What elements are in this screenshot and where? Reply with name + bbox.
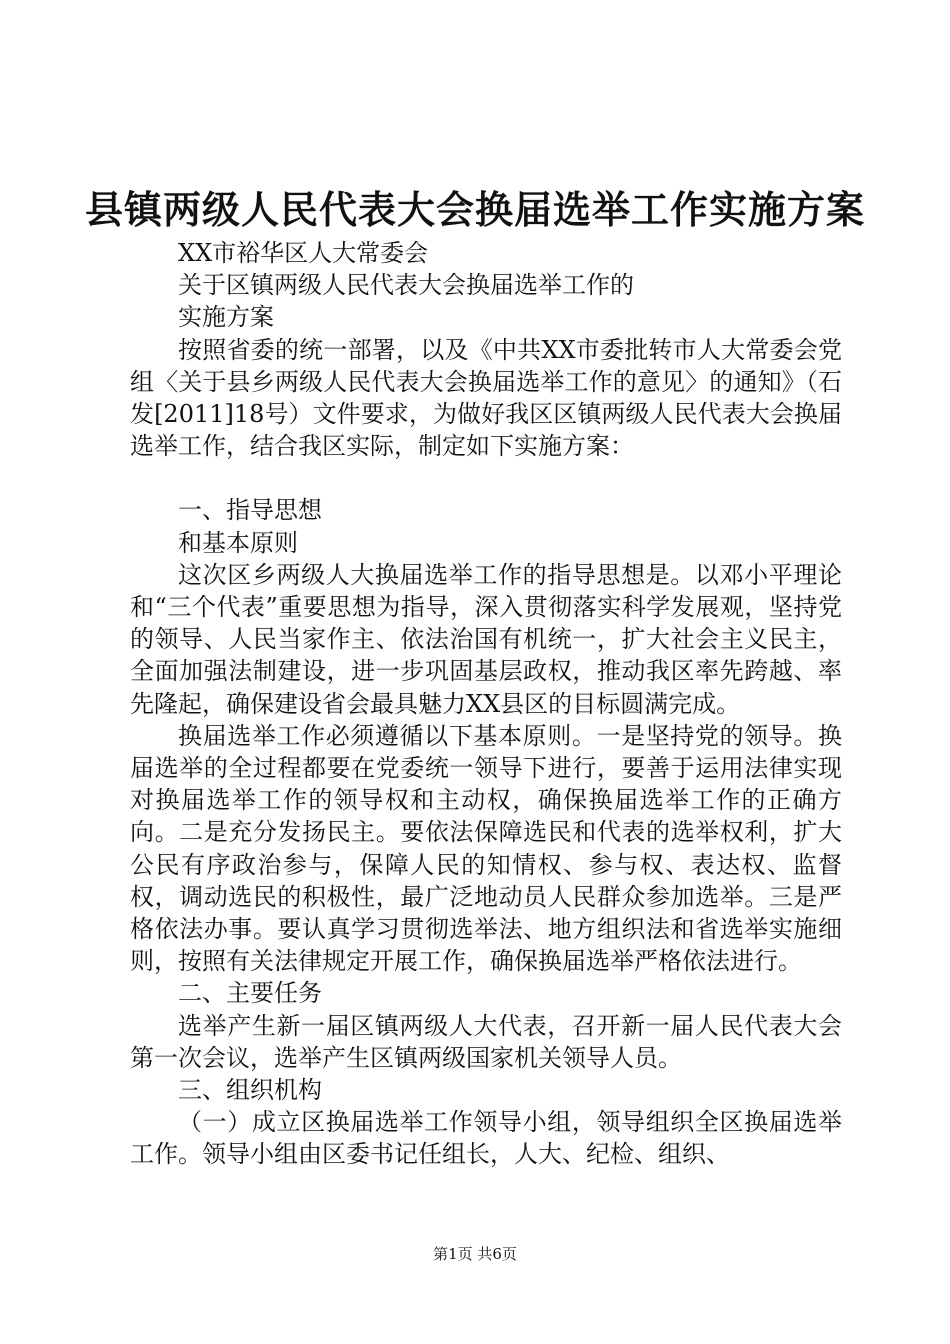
section-heading-1: 一、指导思想 (178, 496, 322, 525)
paragraph-subject: 关于区镇两级人民代表大会换届选举工作的 (178, 271, 634, 300)
section-heading-3: 三、组织机构 (178, 1076, 322, 1105)
paragraph-guiding-thought: 这次区乡两级人大换届选举工作的指导思想是。以邓小平理论和“三个代表”重要思想为指导，深入贯彻落实科学发展观，坚持党的领导、人民当家作主、依法治国有机统一，扩大社会主义民主，全面加强法制建设，进一步巩固基层政权，推动我区率先跨越、率先隆起，确保建设省会最具魅力XX县区的目标圆满完成。 (130, 560, 842, 718)
section-heading-1-cont: 和基本原则 (178, 528, 298, 557)
paragraph-organization: （一）成立区换届选举工作领导小组，领导组织全区换届选举工作。领导小组由区委书记任组长，人大、纪检、组织、 (130, 1108, 842, 1169)
paragraph-main-task: 选举产生新一届区镇两级人大代表，召开新一届人民代表大会第一次会议，选举产生区镇两级国家机关领导人员。 (130, 1011, 842, 1072)
document-body (130, 237, 842, 1171)
page-footer: 第1页 共6页 (433, 1245, 517, 1263)
paragraph-intro: 按照省委的统一部署，以及《中共XX市委批转市人大常委会党组〈关于县乡两级人民代表大会换届选举工作的意见〉的通知》（石发[2011]18号）文件要求，为做好我区区镇两级人民代表大会换届选举工作，结合我区实际，制定如下实施方案： (130, 335, 842, 461)
section-heading-2: 二、主要任务 (178, 979, 322, 1008)
paragraph-subject-cont: 实施方案 (178, 303, 274, 332)
paragraph-principles: 换届选举工作必须遵循以下基本原则。一是坚持党的领导。换届选举的全过程都要在党委统一领导下进行，要善于运用法律实现对换届选举工作的领导权和主动权，确保换届选举工作的正确方向。二是充分发扬民主。要依法保障选民和代表的选举权利，扩大公民有序政治参与，保障人民的知情权、参与权、表达权、监督权，调动选民的积极性，最广泛地动员人民群众参加选举。三是严格依法办事。要认真学习贯彻选举法、地方组织法和省选举实施细则，按照有关法律规定开展工作，确保换届选举严格依法进行。 (130, 721, 842, 976)
document-title: 县镇两级人民代表大会换届选举工作实施方案 (84, 187, 865, 232)
paragraph-issuer: XX市裕华区人大常委会 (178, 239, 429, 267)
